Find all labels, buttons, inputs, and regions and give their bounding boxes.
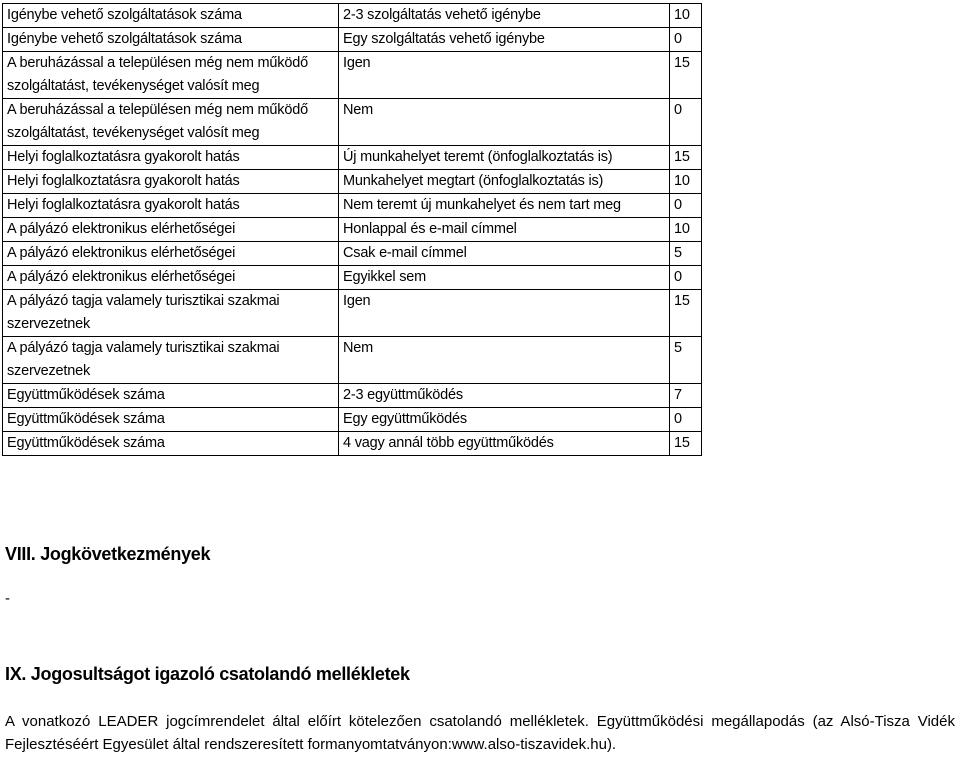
table-row bbox=[3, 218, 702, 242]
points-cell: 5 bbox=[670, 242, 702, 266]
option-cell: Nem bbox=[339, 99, 670, 146]
points-cell: 0 bbox=[670, 99, 702, 146]
points-cell: 0 bbox=[670, 194, 702, 218]
option-cell: Munkahelyet megtart (önfoglalkoztatás is) bbox=[339, 170, 670, 194]
scoring-table bbox=[2, 3, 702, 456]
points-cell: 0 bbox=[670, 408, 702, 432]
criterion-cell: Helyi foglalkoztatásra gyakorolt hatás bbox=[3, 146, 339, 170]
option-cell: Egy együttműködés bbox=[339, 408, 670, 432]
table-row bbox=[3, 99, 702, 146]
option-cell: Nem bbox=[339, 337, 670, 384]
points-cell: 10 bbox=[670, 218, 702, 242]
section-viii-heading: VIII. Jogkövetkezmények bbox=[5, 544, 211, 564]
criterion-cell: Együttműködések száma bbox=[3, 408, 339, 432]
table-row bbox=[3, 384, 702, 408]
criterion-cell: Helyi foglalkoztatásra gyakorolt hatás bbox=[3, 170, 339, 194]
option-cell: Csak e-mail címmel bbox=[339, 242, 670, 266]
points-cell: 0 bbox=[670, 28, 702, 52]
section-ix-body: A vonatkozó LEADER jogcímrendelet által előírt kötelezően csatolandó mellékletek. Együttműködési megállapodás (az Alsó-Tisza Vidék Fejlesztéséért Egyesület által rendszeresített formanyomtatványon:www.also-tiszavidek.hu). bbox=[5, 713, 955, 753]
section-viii-body: - bbox=[5, 590, 10, 607]
criterion-cell: A pályázó tagja valamely turisztikai szakmai szervezetnek bbox=[3, 290, 339, 337]
criterion-cell: A pályázó tagja valamely turisztikai szakmai szervezetnek bbox=[3, 337, 339, 384]
scoring-table-body bbox=[3, 4, 702, 456]
points-cell: 7 bbox=[670, 384, 702, 408]
table-row bbox=[3, 266, 702, 290]
option-cell: 2-3 együttműködés bbox=[339, 384, 670, 408]
option-cell: Igen bbox=[339, 290, 670, 337]
criterion-cell: A pályázó elektronikus elérhetőségei bbox=[3, 242, 339, 266]
points-cell: 10 bbox=[670, 4, 702, 28]
points-cell: 15 bbox=[670, 52, 702, 99]
option-cell: 2-3 szolgáltatás vehető igénybe bbox=[339, 4, 670, 28]
option-cell: 4 vagy annál több együttműködés bbox=[339, 432, 670, 456]
criterion-cell: Együttműködések száma bbox=[3, 432, 339, 456]
criterion-cell: Igénybe vehető szolgáltatások száma bbox=[3, 4, 339, 28]
points-cell: 15 bbox=[670, 290, 702, 337]
option-cell: Igen bbox=[339, 52, 670, 99]
table-row bbox=[3, 52, 702, 99]
criterion-cell: A pályázó elektronikus elérhetőségei bbox=[3, 266, 339, 290]
option-cell: Új munkahelyet teremt (önfoglalkoztatás is) bbox=[339, 146, 670, 170]
table-row bbox=[3, 4, 702, 28]
points-cell: 15 bbox=[670, 432, 702, 456]
table-row bbox=[3, 194, 702, 218]
table-row bbox=[3, 432, 702, 456]
points-cell: 10 bbox=[670, 170, 702, 194]
table-row bbox=[3, 146, 702, 170]
option-cell: Egy szolgáltatás vehető igénybe bbox=[339, 28, 670, 52]
points-cell: 0 bbox=[670, 266, 702, 290]
table-row bbox=[3, 337, 702, 384]
table-row bbox=[3, 242, 702, 266]
table-row bbox=[3, 170, 702, 194]
table-row bbox=[3, 28, 702, 52]
option-cell: Egyikkel sem bbox=[339, 266, 670, 290]
section-ix-heading: IX. Jogosultságot igazoló csatolandó mellékletek bbox=[5, 664, 410, 684]
table-row bbox=[3, 290, 702, 337]
criterion-cell: A beruházással a településen még nem működő szolgáltatást, tevékenységet valósít meg bbox=[3, 99, 339, 146]
criterion-cell: A pályázó elektronikus elérhetőségei bbox=[3, 218, 339, 242]
criterion-cell: Helyi foglalkoztatásra gyakorolt hatás bbox=[3, 194, 339, 218]
option-cell: Nem teremt új munkahelyet és nem tart meg bbox=[339, 194, 670, 218]
points-cell: 15 bbox=[670, 146, 702, 170]
option-cell: Honlappal és e-mail címmel bbox=[339, 218, 670, 242]
points-cell: 5 bbox=[670, 337, 702, 384]
criterion-cell: A beruházással a településen még nem működő szolgáltatást, tevékenységet valósít meg bbox=[3, 52, 339, 99]
table-row bbox=[3, 408, 702, 432]
criterion-cell: Együttműködések száma bbox=[3, 384, 339, 408]
criterion-cell: Igénybe vehető szolgáltatások száma bbox=[3, 28, 339, 52]
